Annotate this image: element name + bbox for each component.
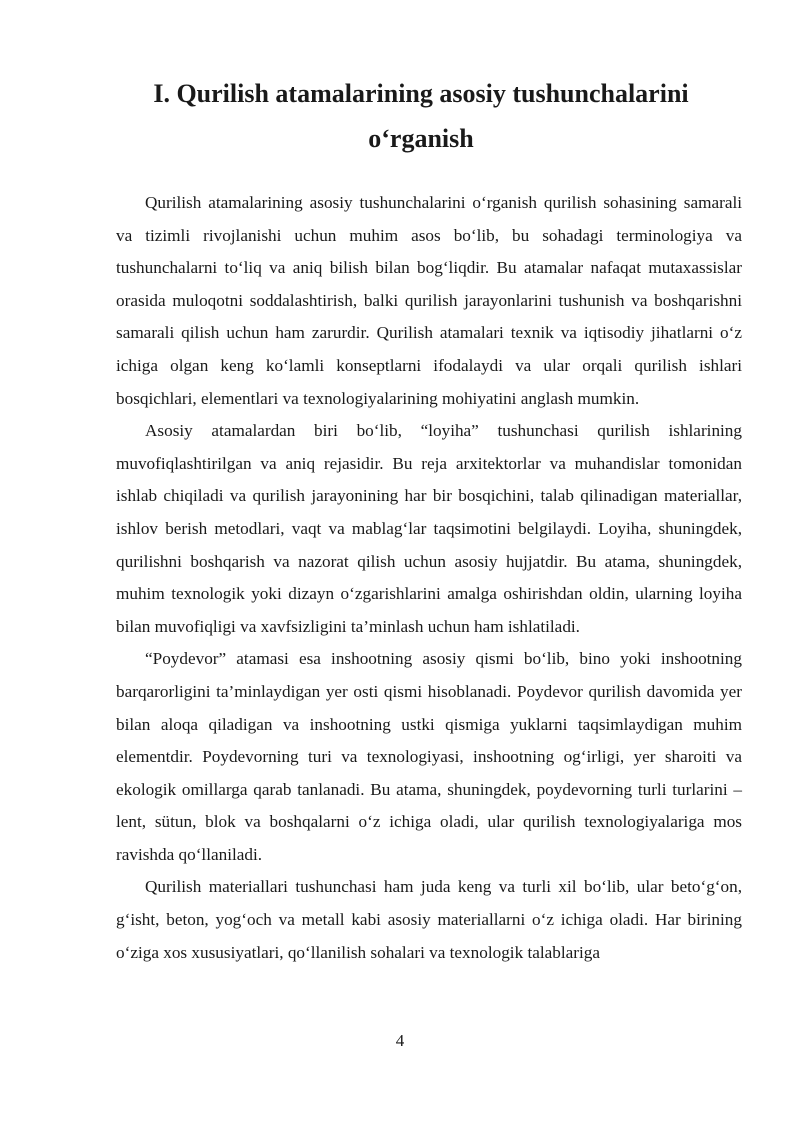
page-number: 4 [395,1031,405,1050]
section-title-line-1: I. Qurilish atamalarining asosiy tushunchalarini [153,79,689,108]
paragraph-4: Qurilish materiallari tushunchasi ham juda keng va turli xil bo‘lib, ular beto‘g‘on, g‘isht, beton, yog‘och va metall kabi asosiy materiallarni o‘z ichiga oladi. Har birining o‘ziga xos xususiyatlari, qo‘llanilish sohalari va texnologik talablariga [116,877,742,962]
body-text [116,187,742,969]
paragraph-2: Asosiy atamalardan biri bo‘lib, “loyiha” tushunchasi qurilish ishlarining muvofiqlashtirilgan va aniq rejasidir. Bu reja arxitektorlar va muhandislar tomonidan ishlab chiqiladi va qurilish jarayonining har bir bosqichini, talab qilinadigan materiallar, ishlov berish metodlari, vaqt va mablag‘lar taqsimotini belgilaydi. Loyiha, shuningdek, qurilishni boshqarish va nazorat qilish uchun asosiy hujjatdir. Bu atama, shuningdek, muhim texnologik yoki dizayn o‘zgarishlarini amalga oshirishdan oldin, ularning loyiha bilan muvofiqligi va xavfsizligini ta’minlash uchun ham ishlatiladi. [116,421,742,636]
paragraph-3: “Poydevor” atamasi esa inshootning asosiy qismi bo‘lib, bino yoki inshootning barqarorligini ta’minlaydigan yer osti qismi hisoblanadi. Poydevor qurilish davomida yer bilan aloqa qiladigan va inshootning ustki qismiga yuklarni taqsimlaydigan muhim elementdir. Poydevorning turi va texnologiyasi, inshootning og‘irligi, yer sharoiti va ekologik omillarga qarab tanlanadi. Bu atama, shuningdek, poydevorning turli turlarini – lent, sütun, blok va boshqalarni o‘z ichiga oladi, ular qurilish texnologiyalariga mos ravishda qo‘llaniladi. [116,649,742,864]
paragraph-1: Qurilish atamalarining asosiy tushunchalarini o‘rganish qurilish sohasining samarali va tizimli rivojlanishi uchun muhim asos bo‘lib, bu sohadagi terminologiya va tushunchalarni to‘liq va aniq bilish bilan bog‘liqdir. Bu atamalar nafaqat mutaxassislar orasida muloqotni soddalashtirish, balki qurilish jarayonlarini tushunish va boshqarishni samarali qilish uchun ham zarurdir. Qurilish atamalari texnik va iqtisodiy jihatlarni o‘z ichiga olgan keng ko‘lamli konseptlarni ifodalaydi va ular orqali qurilish ishlari bosqichlari, elementlari va texnologiyalarining mohiyatini anglash mumkin. [116,193,742,408]
section-title-line-2: o‘rganish [368,124,474,153]
